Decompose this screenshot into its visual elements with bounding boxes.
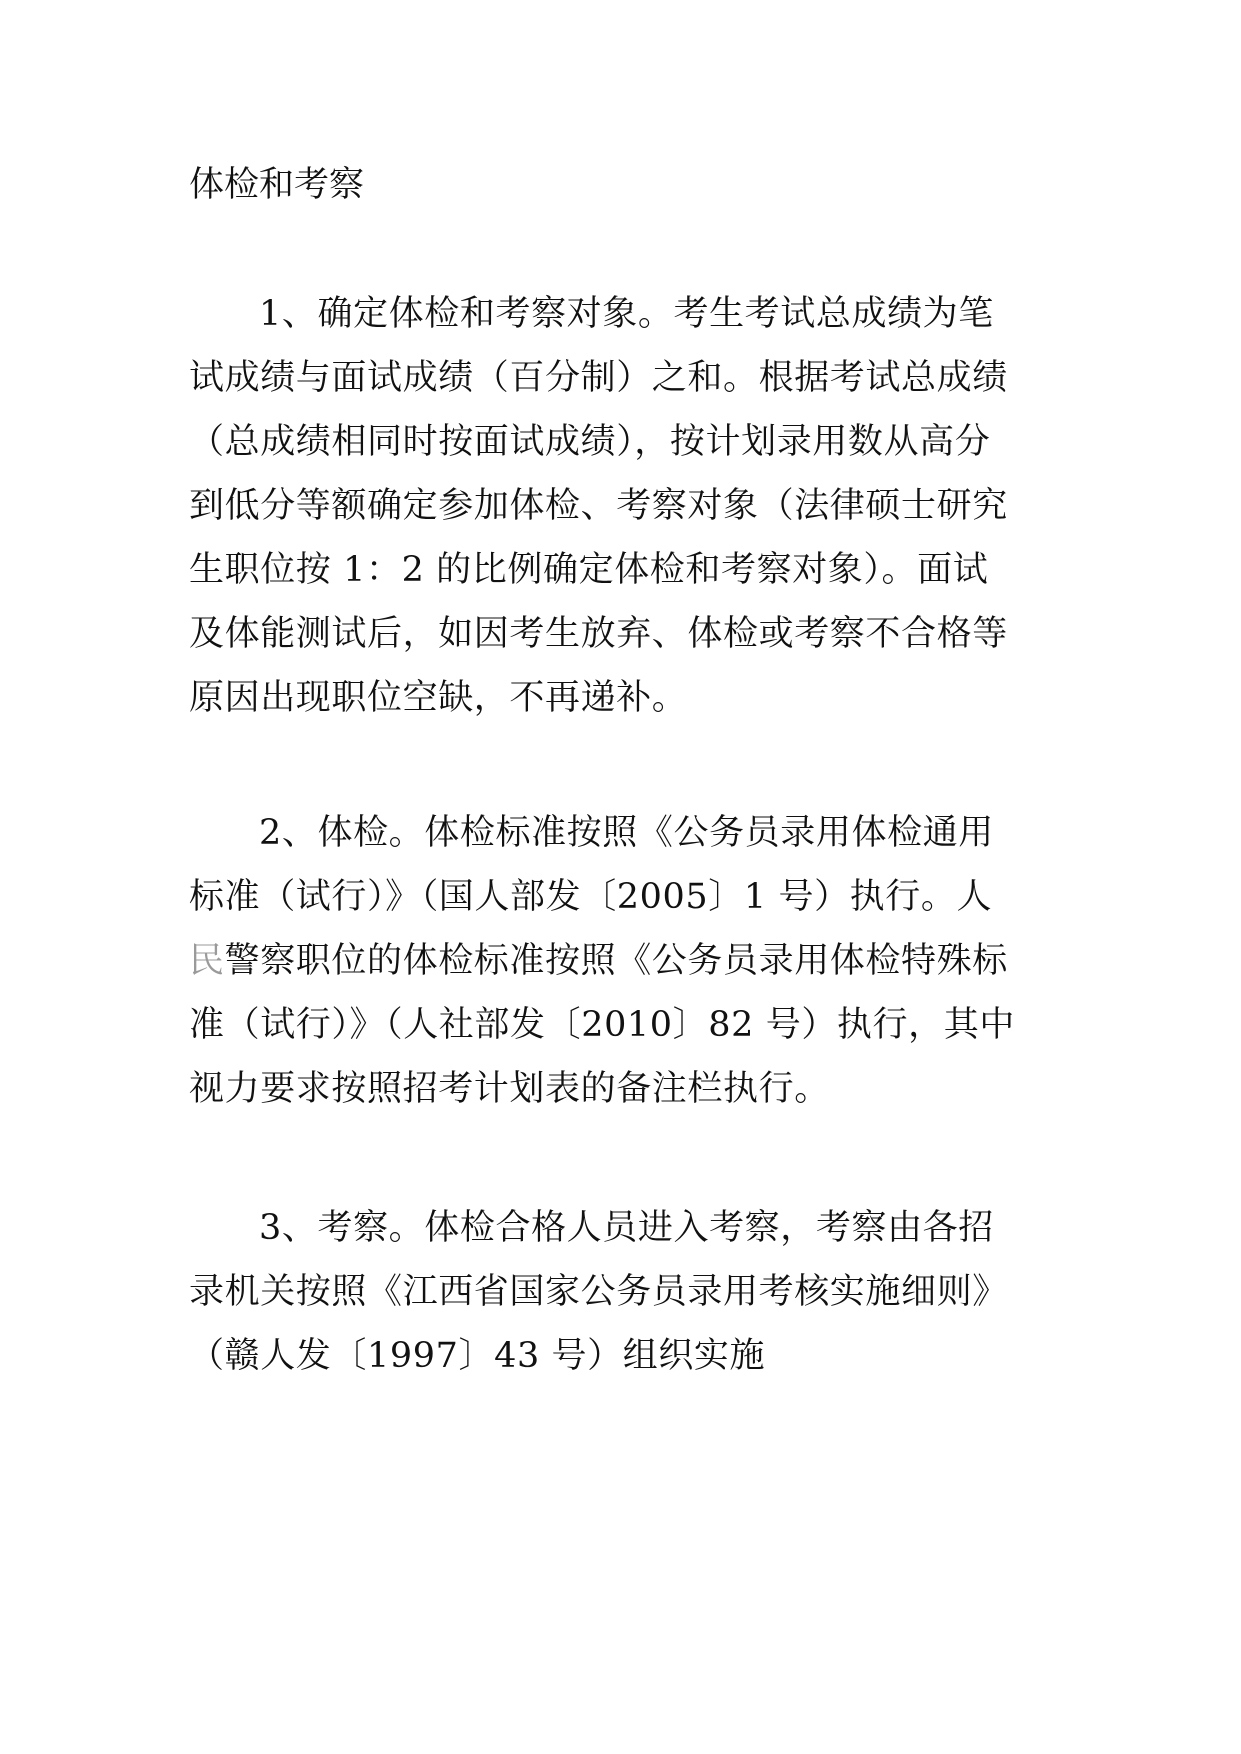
faded-character: 民 xyxy=(189,941,225,981)
paragraph-line: 试成绩与面试成绩（百分制）之和。根据考试总成绩 xyxy=(189,358,1008,398)
paragraph-line: 及体能测试后，如因考生放弃、体检或考察不合格等 xyxy=(189,614,1008,654)
section-title: 体检和考察 xyxy=(189,165,365,205)
paragraph-line: 3、考察。体检合格人员进入考察，考察由各招 xyxy=(259,1208,994,1248)
paragraph-line: 原因出现职位空缺，不再递补。 xyxy=(189,678,688,718)
paragraph-line: 视力要求按照招考计划表的备注栏执行。 xyxy=(189,1069,830,1109)
paragraph-line: 1、确定体检和考察对象。考生考试总成绩为笔 xyxy=(259,294,994,334)
paragraph-1 xyxy=(189,282,1059,730)
paragraph-line: 2、体检。体检标准按照《公务员录用体检通用 xyxy=(259,813,994,853)
paragraph-line: （总成绩相同时按面试成绩），按计划录用数从高分 xyxy=(189,422,991,462)
paragraph-line: 录机关按照《江西省国家公务员录用考核实施细则》 xyxy=(189,1272,1008,1312)
paragraph-line: （赣人发〔1997〕43 号）组织实施 xyxy=(189,1336,766,1376)
paragraph-line: 生职位按 1：2 的比例确定体检和考察对象）。面试 xyxy=(189,550,989,590)
paragraph-line-text: 警察职位的体检标准按照《公务员录用体检特殊标 xyxy=(224,941,1008,981)
paragraph-line-with-faded-char xyxy=(189,929,1059,993)
paragraph-line: 准（试行）》（人社部发〔2010〕82 号）执行，其中 xyxy=(189,1005,1015,1045)
paragraph-3 xyxy=(189,1196,1059,1388)
paragraph-line: 标准（试行）》（国人部发〔2005〕1 号）执行。人 xyxy=(189,877,993,917)
paragraph-2 xyxy=(189,801,1059,1121)
paragraph-line: 到低分等额确定参加体检、考察对象（法律硕士研究 xyxy=(189,486,1008,526)
